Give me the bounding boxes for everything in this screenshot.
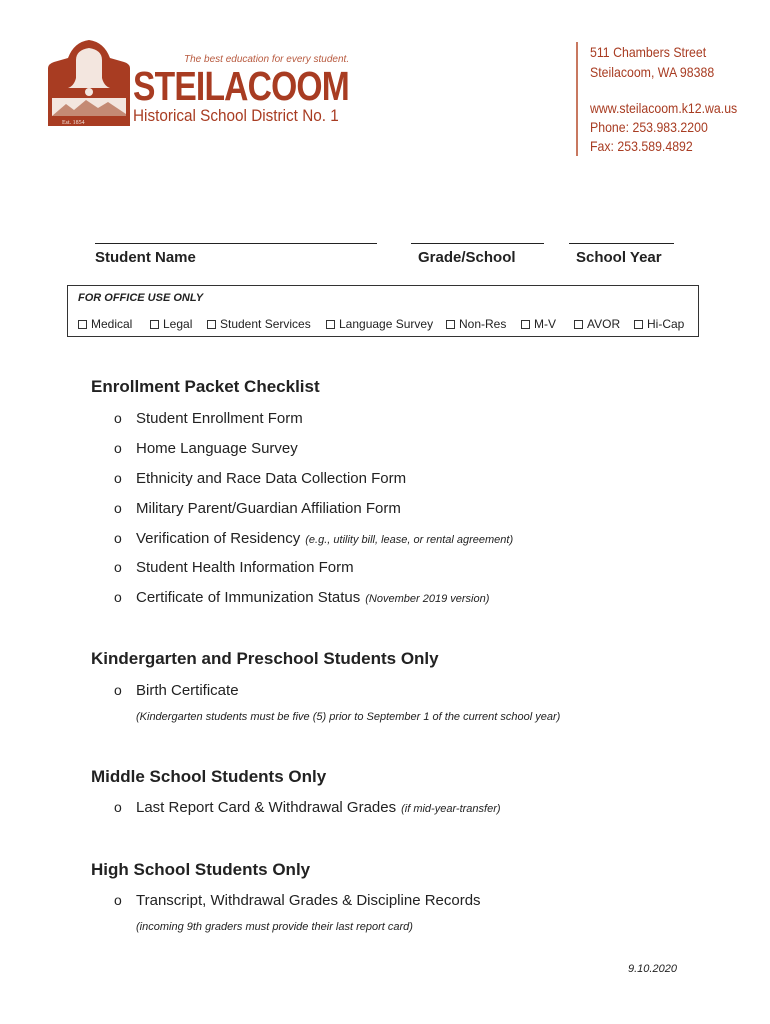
office-option-student-services[interactable]: Student Services [207,317,311,331]
list-item[interactable]: o Home Language Survey [114,440,298,457]
circle-bullet-icon: o [114,559,122,575]
middle-school-heading: Middle School Students Only [91,767,327,786]
student-name-label: Student Name [95,249,196,266]
school-year-label: School Year [576,249,662,266]
high-school-note: (incoming 9th graders must provide their last report card) [136,921,413,933]
list-item[interactable]: o Birth Certificate [114,682,239,699]
school-year-line[interactable] [569,243,674,244]
circle-bullet-icon: o [114,530,122,546]
circle-bullet-icon: o [114,440,122,456]
district-name: Historical School District No. 1 [133,106,339,125]
checkbox-icon[interactable] [574,320,583,329]
office-use-box [67,285,699,337]
checkbox-icon[interactable] [521,320,530,329]
phone-number: Phone: 253.983.2200 [590,119,708,135]
circle-bullet-icon: o [114,799,122,815]
tagline: The best education for every student. [184,54,350,65]
checkbox-icon[interactable] [326,320,335,329]
office-use-title: FOR OFFICE USE ONLY [78,292,204,304]
address-city: Steilacoom, WA 98388 [590,64,715,80]
list-item[interactable]: o Military Parent/Guardian Affiliation Form [114,500,401,517]
enrollment-heading: Enrollment Packet Checklist [91,377,320,396]
office-option-hi-cap[interactable]: Hi-Cap [634,317,684,331]
office-option-non-res[interactable]: Non-Res [446,317,506,331]
kindergarten-heading: Kindergarten and Preschool Students Only [91,649,439,668]
student-name-line[interactable] [95,243,377,244]
office-option-language-survey[interactable]: Language Survey [326,317,433,331]
document-date: 9.10.2020 [628,963,677,975]
list-item[interactable]: o Student Enrollment Form [114,410,303,427]
item-note: (e.g., utility bill, lease, or rental agreement) [305,534,514,546]
item-note: (if mid-year-transfer) [401,803,501,815]
fax-number: Fax: 253.589.4892 [590,138,693,154]
checkbox-icon[interactable] [446,320,455,329]
list-item[interactable]: o Last Report Card & Withdrawal Grades (if mid-year-transfer) [114,799,501,816]
list-item[interactable]: o Transcript, Withdrawal Grades & Discipline Records [114,892,481,909]
list-item[interactable]: o Student Health Information Form [114,559,354,576]
office-option-m-v[interactable]: M-V [521,317,556,331]
circle-bullet-icon: o [114,470,122,486]
item-note: (November 2019 version) [365,593,490,605]
grade-school-label: Grade/School [418,249,516,266]
school-bell-logo-icon [46,38,132,128]
kindergarten-note: (Kindergarten students must be five (5) prior to September 1 of the current school year) [136,711,561,723]
circle-bullet-icon: o [114,500,122,516]
circle-bullet-icon: o [114,682,122,698]
high-school-heading: High School Students Only [91,860,311,879]
established-text: Est. 1854 [62,120,85,126]
website-link[interactable]: www.steilacoom.k12.wa.us [590,100,738,116]
address-street: 511 Chambers Street [590,44,707,60]
office-option-avor[interactable]: AVOR [574,317,620,331]
office-option-legal[interactable]: Legal [150,317,192,331]
brand-name: STEILACOOM [133,63,349,109]
grade-school-line[interactable] [411,243,544,244]
list-item[interactable]: o Ethnicity and Race Data Collection Form [114,470,407,487]
circle-bullet-icon: o [114,892,122,908]
checkbox-icon[interactable] [78,320,87,329]
checkbox-icon[interactable] [634,320,643,329]
circle-bullet-icon: o [114,410,122,426]
office-option-medical[interactable]: Medical [78,317,132,331]
list-item[interactable]: o Certificate of Immunization Status (November 2019 version) [114,589,490,606]
checkbox-icon[interactable] [150,320,159,329]
checkbox-icon[interactable] [207,320,216,329]
list-item[interactable]: o Verification of Residency (e.g., utility bill, lease, or rental agreement) [114,530,514,547]
circle-bullet-icon: o [114,589,122,605]
address-divider [576,42,578,156]
